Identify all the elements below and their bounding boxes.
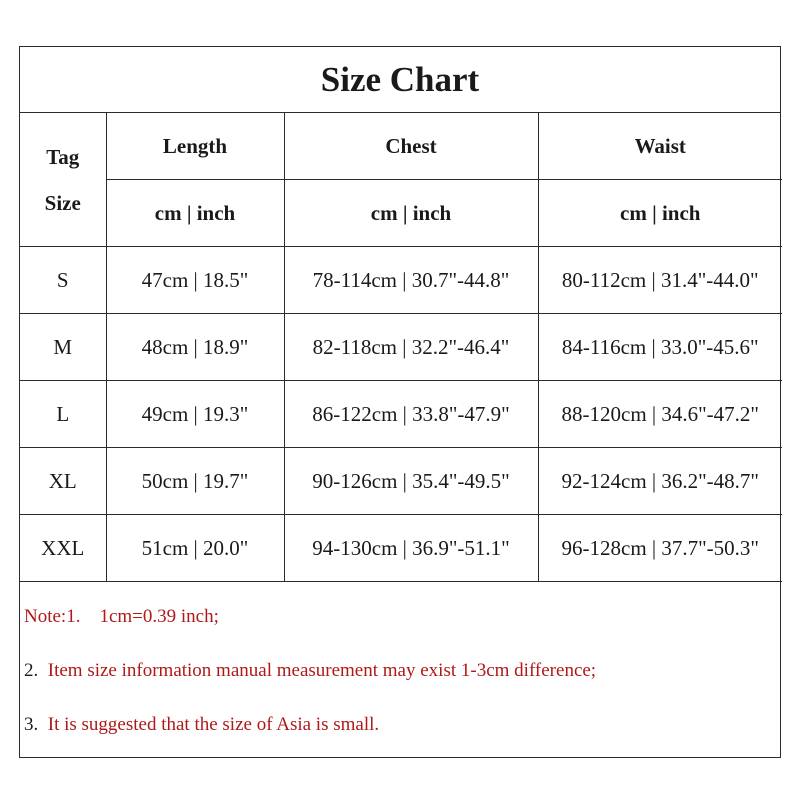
waist-cell: 80-112cm | 31.4"-44.0" [538, 247, 782, 314]
note-number: Note:1. [24, 606, 81, 627]
table-row [20, 247, 782, 314]
chest-unit: cm | inch [284, 180, 538, 247]
tag-size-header [20, 113, 106, 247]
waist-header: Waist [538, 113, 782, 180]
size-cell: S [20, 247, 106, 314]
chest-cell: 86-122cm | 33.8"-47.9" [284, 381, 538, 448]
length-cell: 50cm | 19.7" [106, 448, 284, 515]
chest-cell: 90-126cm | 35.4"-49.5" [284, 448, 538, 515]
size-cell: M [20, 314, 106, 381]
length-cell: 48cm | 18.9" [106, 314, 284, 381]
note-2 [24, 654, 780, 708]
size-cell: XXL [20, 515, 106, 582]
chart-title: Size Chart [20, 47, 780, 113]
chest-header: Chest [284, 113, 538, 180]
chest-cell: 82-118cm | 32.2"-46.4" [284, 314, 538, 381]
note-number: 3. [24, 714, 39, 735]
waist-cell: 92-124cm | 36.2"-48.7" [538, 448, 782, 515]
chest-cell: 94-130cm | 36.9"-51.1" [284, 515, 538, 582]
unit-row [20, 180, 782, 247]
table-row [20, 515, 782, 582]
size-table [20, 113, 782, 582]
size-chart [19, 46, 781, 758]
header-row [20, 113, 782, 180]
chest-cell: 78-114cm | 30.7"-44.8" [284, 247, 538, 314]
note-text: 1cm=0.39 inch; [99, 606, 219, 627]
waist-cell: 96-128cm | 37.7"-50.3" [538, 515, 782, 582]
note-1 [24, 600, 780, 654]
waist-unit: cm | inch [538, 180, 782, 247]
table-row [20, 381, 782, 448]
note-text: It is suggested that the size of Asia is small. [47, 714, 380, 735]
note-number: 2. [24, 660, 39, 681]
waist-cell: 84-116cm | 33.0"-45.6" [538, 314, 782, 381]
length-unit: cm | inch [106, 180, 284, 247]
length-cell: 49cm | 19.3" [106, 381, 284, 448]
table-row [20, 314, 782, 381]
note-3 [24, 708, 780, 762]
notes-section [20, 582, 780, 762]
table-row [20, 448, 782, 515]
note-text: Item size information manual measurement may exist 1-3cm difference; [47, 660, 597, 681]
length-cell: 47cm | 18.5" [106, 247, 284, 314]
tag-size-line1: Tag [46, 144, 80, 169]
size-cell: L [20, 381, 106, 448]
length-cell: 51cm | 20.0" [106, 515, 284, 582]
tag-size-line2: Size [44, 190, 81, 215]
size-cell: XL [20, 448, 106, 515]
waist-cell: 88-120cm | 34.6"-47.2" [538, 381, 782, 448]
length-header: Length [106, 113, 284, 180]
